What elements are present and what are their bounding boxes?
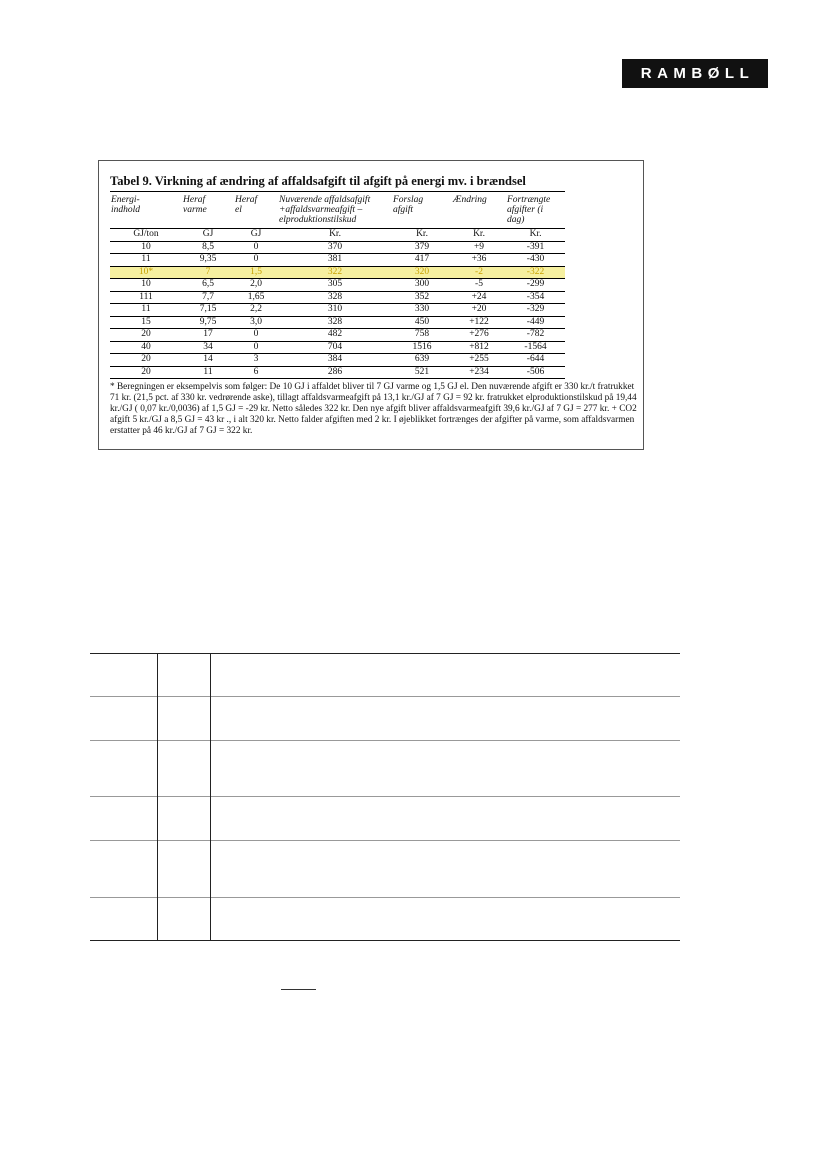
table-cell: 2,0 xyxy=(234,279,278,292)
tax-table xyxy=(110,193,565,379)
table-cell: 15 xyxy=(110,316,182,329)
table-cell: 7,15 xyxy=(182,304,234,317)
table-cell: -391 xyxy=(506,241,565,254)
table-cell: 379 xyxy=(392,241,452,254)
table-row xyxy=(110,304,565,317)
unit-cell: Kr. xyxy=(392,229,452,242)
table-cell: 6 xyxy=(234,366,278,379)
column-header: Fortrængte afgifter (i dag) xyxy=(507,195,551,225)
table-rule xyxy=(90,940,680,941)
unit-cell: Kr. xyxy=(452,229,506,242)
table-cell: -430 xyxy=(506,254,565,267)
table-cell: 0 xyxy=(234,329,278,342)
table-cell: 352 xyxy=(392,291,452,304)
table-row xyxy=(110,291,565,304)
table-figure xyxy=(98,160,644,450)
table-cell: 20 xyxy=(110,354,182,367)
table-cell: 322 xyxy=(278,266,392,279)
table-cell: 3 xyxy=(234,354,278,367)
table-row xyxy=(110,354,565,367)
table-cell: 320 xyxy=(392,266,452,279)
table-cell: -354 xyxy=(506,291,565,304)
table-rule xyxy=(90,653,680,654)
table-cell: 384 xyxy=(278,354,392,367)
table-cell: 758 xyxy=(392,329,452,342)
table-rule xyxy=(90,740,680,741)
table-column-rule xyxy=(157,653,158,941)
ramboll-logo: RAMBØLL xyxy=(622,59,768,88)
column-header: Nuværende affaldsafgift +affaldsvarmeafgift – elproduktionstilskud xyxy=(279,195,371,225)
table-cell: 7,7 xyxy=(182,291,234,304)
table-cell: 10 xyxy=(110,241,182,254)
table-rule xyxy=(90,796,680,797)
table-cell: 704 xyxy=(278,341,392,354)
table-cell: 17 xyxy=(182,329,234,342)
column-header: Energi- indhold xyxy=(111,195,141,215)
table-cell: +812 xyxy=(452,341,506,354)
table-cell: 328 xyxy=(278,291,392,304)
table-cell: 10 xyxy=(110,279,182,292)
table-rule xyxy=(90,840,680,841)
column-header: Heraf el xyxy=(235,195,258,215)
table-cell: -2 xyxy=(452,266,506,279)
table-cell: 6,5 xyxy=(182,279,234,292)
table-cell: 111 xyxy=(110,291,182,304)
unit-cell: Kr. xyxy=(278,229,392,242)
short-rule xyxy=(281,989,316,990)
table-cell: -299 xyxy=(506,279,565,292)
table-column-rule xyxy=(210,653,211,941)
table-cell: 9,35 xyxy=(182,254,234,267)
table-cell: 0 xyxy=(234,254,278,267)
table-cell: +234 xyxy=(452,366,506,379)
table-cell: 300 xyxy=(392,279,452,292)
table-cell: 11 xyxy=(182,366,234,379)
unit-cell: GJ/ton xyxy=(110,229,182,242)
table-cell: 9,75 xyxy=(182,316,234,329)
table-cell: 1,5 xyxy=(234,266,278,279)
table-cell: 10* xyxy=(110,266,182,279)
table-cell: +20 xyxy=(452,304,506,317)
table-cell: -449 xyxy=(506,316,565,329)
unit-cell: GJ xyxy=(182,229,234,242)
table-cell: 0 xyxy=(234,241,278,254)
table-cell: +9 xyxy=(452,241,506,254)
table-cell: 14 xyxy=(182,354,234,367)
table-cell: +36 xyxy=(452,254,506,267)
table-row xyxy=(110,341,565,354)
table-cell: +276 xyxy=(452,329,506,342)
table-row xyxy=(110,279,565,292)
table-cell: -644 xyxy=(506,354,565,367)
column-header: Heraf varme xyxy=(183,195,207,215)
table-cell: 7 xyxy=(182,266,234,279)
table-cell: -506 xyxy=(506,366,565,379)
table-cell: 8,5 xyxy=(182,241,234,254)
table-cell: 34 xyxy=(182,341,234,354)
table-row xyxy=(110,254,565,267)
table-cell: 639 xyxy=(392,354,452,367)
units-row xyxy=(110,229,565,242)
table-cell: 482 xyxy=(278,329,392,342)
title-rule xyxy=(110,191,565,192)
header-row xyxy=(110,193,565,229)
table-cell: 521 xyxy=(392,366,452,379)
table-row xyxy=(110,241,565,254)
table-cell: -329 xyxy=(506,304,565,317)
empty-table-frame xyxy=(90,653,680,941)
unit-cell: Kr. xyxy=(506,229,565,242)
table-cell: 417 xyxy=(392,254,452,267)
table-cell: 450 xyxy=(392,316,452,329)
table-row xyxy=(110,266,565,279)
table-cell: -1564 xyxy=(506,341,565,354)
column-header: Forslag afgift xyxy=(393,195,424,215)
table-cell: 381 xyxy=(278,254,392,267)
table-cell: 2,2 xyxy=(234,304,278,317)
table-cell: 11 xyxy=(110,254,182,267)
table-cell: 370 xyxy=(278,241,392,254)
table-cell: +24 xyxy=(452,291,506,304)
table-cell: 1,65 xyxy=(234,291,278,304)
table-title: Tabel 9. Virkning af ændring af affaldsafgift til afgift på energi mv. i brændsel xyxy=(110,174,526,188)
table-cell: 20 xyxy=(110,329,182,342)
table-cell: 0 xyxy=(234,341,278,354)
table-rule xyxy=(90,897,680,898)
table-cell: 328 xyxy=(278,316,392,329)
table-cell: 310 xyxy=(278,304,392,317)
table-cell: 330 xyxy=(392,304,452,317)
table-cell: 40 xyxy=(110,341,182,354)
footnote: * Beregningen er eksempelvis som følger: De 10 GJ i affaldet bliver til 7 GJ varme og 1,5 GJ el. Den nuværende afgift er 330 kr./t fratrukket 71 kr. (21,5 pct. af 330 kr. vedrørende aske), tillagt affaldsvarmeafgift på 13,1 kr./GJ af 7 GJ = 92 kr. fratrukket elproduktionstilskud på 19,44 kr./GJ ( 0,07 kr./0,0036) af 1,5 GJ = -29 kr. Netto således 322 kr. Den nye afgift bliver affaldsvarmeafgift 39,6 kr./GJ af 7 GJ = 277 kr. + CO2 afgift 5 kr./GJ a 8,5 GJ = 43 kr ., i alt 320 kr. Netto falder afgiften med 2 kr. I øjeblikket fortrænges der afgifter på varme, som affaldsvarmen erstatter på 46 kr./GJ af 7 GJ = 322 kr. xyxy=(110,382,637,436)
table-cell: 1516 xyxy=(392,341,452,354)
table-cell: +255 xyxy=(452,354,506,367)
table-cell: -5 xyxy=(452,279,506,292)
unit-cell: GJ xyxy=(234,229,278,242)
table-cell: 3,0 xyxy=(234,316,278,329)
table-row xyxy=(110,329,565,342)
table-rule xyxy=(90,696,680,697)
table-cell: 305 xyxy=(278,279,392,292)
table-row xyxy=(110,366,565,379)
table-cell: 11 xyxy=(110,304,182,317)
table-cell: +122 xyxy=(452,316,506,329)
table-cell: 286 xyxy=(278,366,392,379)
table-cell: 20 xyxy=(110,366,182,379)
table-cell: -782 xyxy=(506,329,565,342)
column-header: Ændring xyxy=(453,195,487,205)
table-cell: -322 xyxy=(506,266,565,279)
table-row xyxy=(110,316,565,329)
